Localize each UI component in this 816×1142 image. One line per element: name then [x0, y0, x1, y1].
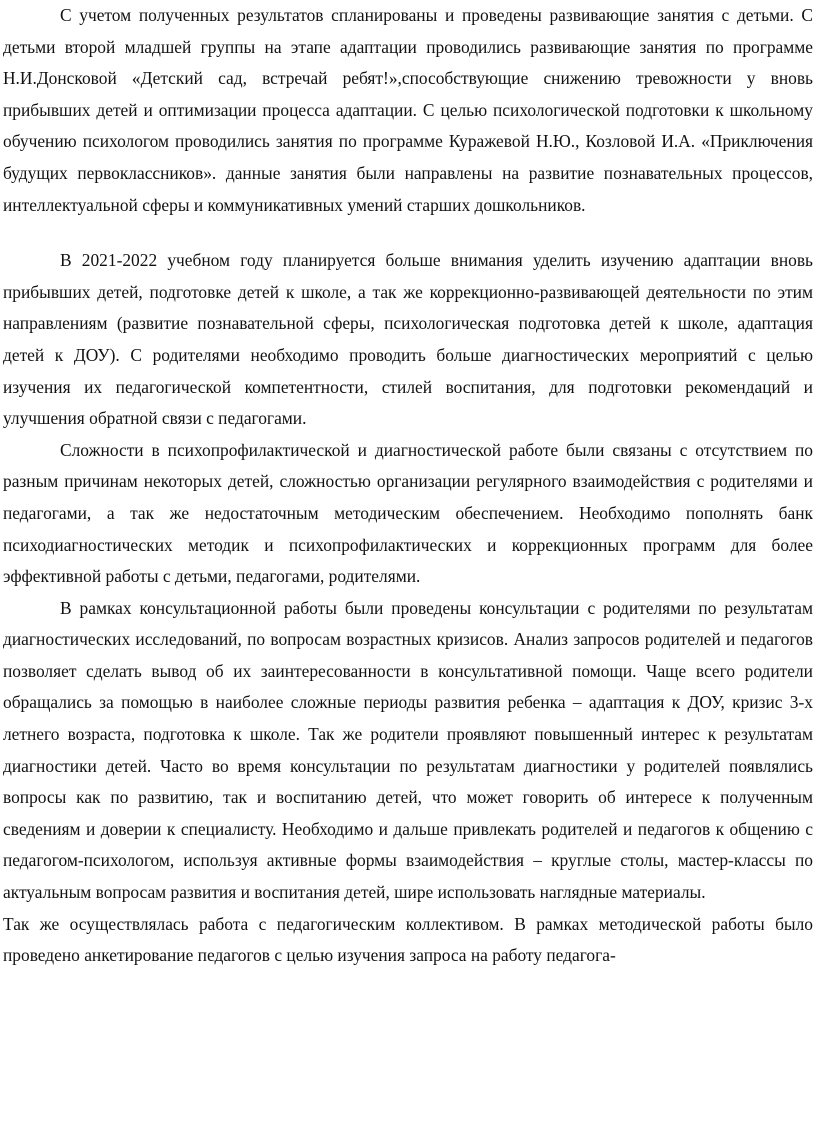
paragraph-gap: [3, 221, 813, 245]
paragraph-consultations: В рамках консультационной работы были проведены консультации с родителями по результатам диагностических исследований, по вопросам возрастных кризисов. Анализ запросов родителей и педагогов позволяет сделать вывод об их заинтересованности в консультативной помощи. Чаще всего родители обращались за помощью в наиболее сложные периоды развития ребенка – адаптация к ДОУ, кризис 3-х летнего возраста, подготовка к школе. Так же родители проявляют повышенный интерес к результатам диагностики детей. Часто во время консультации по результатам диагностики у родителей появлялись вопросы как по развитию, так и воспитанию детей, что может говорить об интересе к полученным сведениям и доверии к специалисту. Необходимо и дальше привлекать родителей и педагогов к общению с педагогом-психологом, используя активные формы взаимодействия – круглые столы, мастер-классы по актуальным вопросам развития и воспитания детей, шире использовать наглядные материалы.: [3, 597, 813, 903]
document-body: [3, 0, 813, 972]
paragraph-plans-2021-2022: В 2021-2022 учебном году планируется больше внимания уделить изучению адаптации вновь прибывших детей, подготовке детей к школе, а так же коррекционно-развивающей деятельности по этим направлениям (развитие познавательной сферы, психологическая подготовка детей к школе, адаптация детей к ДОУ). С родителями необходимо проводить больше диагностических мероприятий с целью изучения их педагогической компетентности, стилей воспитания, для подготовки рекомендаций и улучшения обратной связи с педагогами.: [3, 250, 813, 429]
paragraph-staff-work: Так же осуществлялась работа с педагогическим коллективом. В рамках методической работы было проведено анкетирование педагогов с целью изучения запроса на работу педагога-: [3, 913, 813, 966]
paragraph-developmental-classes: С учетом полученных результатов спланированы и проведены развивающие занятия с детьми. С детьми второй младшей группы на этапе адаптации проводились развивающие занятия по программе Н.И.Донсковой «Детский сад, встречай ребят!»,способствующие снижению тревожности у вновь прибывших детей и оптимизации процесса адаптации. С целью психологической подготовки к школьному обучению психологом проводились занятия по программе Куражевой Н.Ю., Козловой И.А. «Приключения будущих первоклассников». данные занятия были направлены на развитие познавательных процессов, интеллектуальной сферы и коммуникативных умений старших дошкольников.: [3, 5, 813, 215]
paragraph-difficulties: Сложности в психопрофилактической и диагностической работе были связаны с отсутствием по разным причинам некоторых детей, сложностью организации регулярного взаимодействия с родителями и педагогами, а так же недостаточным методическим обеспечением. Необходимо пополнять банк психодиагностических методик и психопрофилактических и коррекционных программ для более эффективной работы с детьми, педагогами, родителями.: [3, 439, 813, 587]
